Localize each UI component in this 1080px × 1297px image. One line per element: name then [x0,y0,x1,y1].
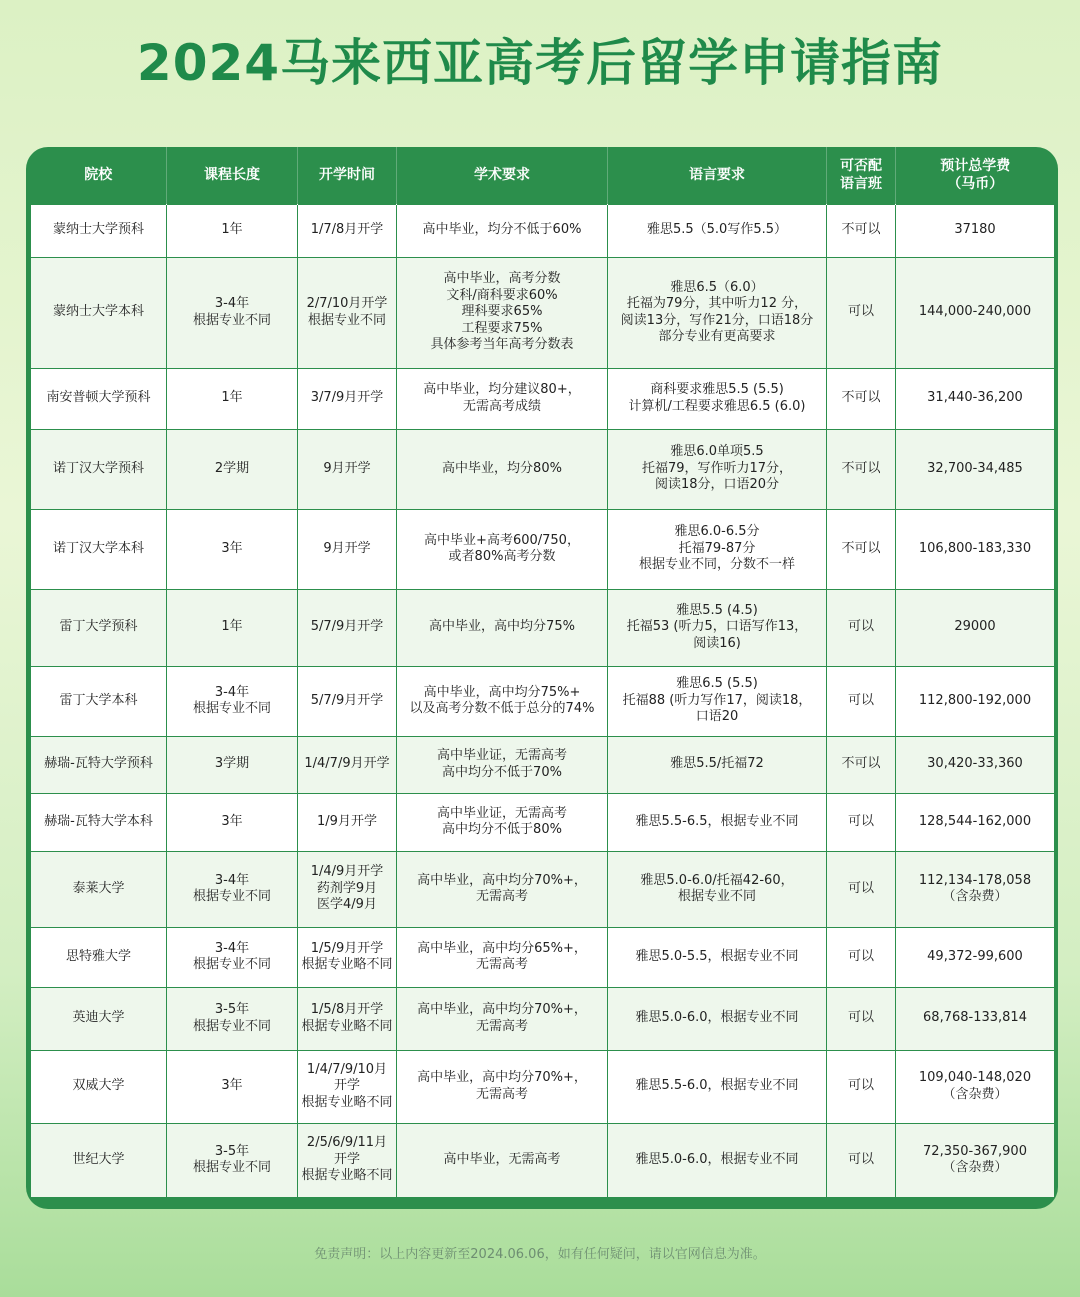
table-row [31,927,1055,987]
cell-intake: 1/4/7/9/10月 开学 根据专业略不同 [298,1050,397,1123]
cell-tuition: 29000 [896,589,1055,666]
cell-language-class: 不可以 [827,736,896,793]
cell-duration: 1年 [167,204,298,257]
cell-duration: 1年 [167,589,298,666]
cell-tuition: 106,800-183,330 [896,509,1055,589]
cell-academic-requirement: 高中毕业，高中均分75% [397,589,608,666]
cell-language-requirement: 雅思5.5 (4.5) 托福53 (听力5，口语写作13， 阅读16) [608,589,827,666]
cell-intake: 1/4/9月开学 药剂学9月 医学4/9月 [298,851,397,927]
cell-duration: 3-4年 根据专业不同 [167,927,298,987]
cell-language-requirement: 商科要求雅思5.5 (5.5) 计算机/工程要求雅思6.5 (6.0) [608,368,827,429]
cell-tuition: 112,800-192,000 [896,666,1055,736]
header-language-requirement: 语言要求 [608,147,827,204]
cell-school: 赫瑞-瓦特大学本科 [31,793,167,851]
cell-tuition: 112,134-178,058 （含杂费） [896,851,1055,927]
cell-duration: 3-4年 根据专业不同 [167,257,298,368]
cell-language-requirement: 雅思5.5/托福72 [608,736,827,793]
cell-tuition: 72,350-367,900 （含杂费） [896,1123,1055,1197]
cell-intake: 1/5/8月开学 根据专业略不同 [298,987,397,1050]
guide-table-card [26,147,1058,1209]
cell-language-requirement: 雅思6.0单项5.5 托福79，写作听力17分， 阅读18分，口语20分 [608,429,827,509]
cell-academic-requirement: 高中毕业，均分80% [397,429,608,509]
cell-academic-requirement: 高中毕业证，无需高考 高中均分不低于70% [397,736,608,793]
cell-academic-requirement: 高中毕业，均分建议80+， 无需高考成绩 [397,368,608,429]
cell-academic-requirement: 高中毕业，高中均分70%+， 无需高考 [397,987,608,1050]
table-body [31,204,1055,1197]
cell-duration: 3-4年 根据专业不同 [167,851,298,927]
cell-intake: 3/7/9月开学 [298,368,397,429]
cell-intake: 2/5/6/9/11月 开学 根据专业略不同 [298,1123,397,1197]
table-row [31,429,1055,509]
cell-tuition: 68,768-133,814 [896,987,1055,1050]
table-row [31,1123,1055,1197]
cell-school: 诺丁汉大学本科 [31,509,167,589]
table-row [31,204,1055,257]
cell-tuition: 144,000-240,000 [896,257,1055,368]
cell-intake: 1/9月开学 [298,793,397,851]
cell-intake: 1/7/8月开学 [298,204,397,257]
cell-duration: 3年 [167,1050,298,1123]
disclaimer-footer: 免责声明：以上内容更新至2024.06.06，如有任何疑问，请以官网信息为准。 [314,1247,766,1262]
table-row [31,589,1055,666]
cell-intake: 9月开学 [298,429,397,509]
cell-intake: 9月开学 [298,509,397,589]
cell-tuition: 32,700-34,485 [896,429,1055,509]
table-row [31,987,1055,1050]
cell-academic-requirement: 高中毕业，高中均分65%+， 无需高考 [397,927,608,987]
cell-school: 英迪大学 [31,987,167,1050]
cell-academic-requirement: 高中毕业证，无需高考 高中均分不低于80% [397,793,608,851]
cell-language-class: 可以 [827,927,896,987]
cell-school: 世纪大学 [31,1123,167,1197]
cell-academic-requirement: 高中毕业，高中均分75%+ 以及高考分数不低于总分的74% [397,666,608,736]
cell-language-requirement: 雅思5.0-6.0，根据专业不同 [608,1123,827,1197]
cell-school: 泰莱大学 [31,851,167,927]
cell-language-requirement: 雅思5.5（5.0写作5.5） [608,204,827,257]
cell-duration: 3学期 [167,736,298,793]
cell-language-requirement: 雅思6.5 (5.5) 托福88 (听力写作17，阅读18， 口语20 [608,666,827,736]
cell-academic-requirement: 高中毕业，均分不低于60% [397,204,608,257]
header-duration: 课程长度 [167,147,298,204]
cell-academic-requirement: 高中毕业，高中均分70%+， 无需高考 [397,1050,608,1123]
cell-school: 南安普顿大学预科 [31,368,167,429]
cell-language-class: 不可以 [827,204,896,257]
cell-intake: 5/7/9月开学 [298,589,397,666]
cell-language-class: 可以 [827,1123,896,1197]
cell-duration: 3-5年 根据专业不同 [167,987,298,1050]
table-row [31,666,1055,736]
cell-language-class: 可以 [827,851,896,927]
cell-tuition: 37180 [896,204,1055,257]
cell-language-class: 可以 [827,793,896,851]
cell-language-requirement: 雅思5.0-6.0/托福42-60， 根据专业不同 [608,851,827,927]
cell-language-class: 可以 [827,987,896,1050]
cell-language-requirement: 雅思6.5（6.0） 托福为79分，其中听力12 分， 阅读13分，写作21分，口语18分 部分专业有更高要求 [608,257,827,368]
cell-school: 雷丁大学本科 [31,666,167,736]
cell-tuition: 49,372-99,600 [896,927,1055,987]
cell-language-requirement: 雅思5.5-6.0，根据专业不同 [608,1050,827,1123]
table-row [31,509,1055,589]
cell-language-class: 可以 [827,1050,896,1123]
cell-language-requirement: 雅思5.0-5.5，根据专业不同 [608,927,827,987]
table-row [31,368,1055,429]
cell-school: 思特雅大学 [31,927,167,987]
cell-language-class: 可以 [827,589,896,666]
cell-tuition: 109,040-148,020 （含杂费） [896,1050,1055,1123]
cell-school: 雷丁大学预科 [31,589,167,666]
cell-duration: 3-5年 根据专业不同 [167,1123,298,1197]
cell-academic-requirement: 高中毕业+高考600/750， 或者80%高考分数 [397,509,608,589]
cell-intake: 1/5/9月开学 根据专业略不同 [298,927,397,987]
cell-duration: 3年 [167,793,298,851]
cell-language-requirement: 雅思5.0-6.0，根据专业不同 [608,987,827,1050]
cell-language-requirement: 雅思6.0-6.5分 托福79-87分 根据专业不同，分数不一样 [608,509,827,589]
cell-school: 赫瑞-瓦特大学预科 [31,736,167,793]
header-school: 院校 [84,167,113,184]
table-row [31,793,1055,851]
guide-table [30,147,1055,1198]
cell-language-class: 可以 [827,257,896,368]
header-intake: 开学时间 [298,147,397,204]
header-tuition: 预计总学费 （马币） [896,147,1055,204]
header-academic-requirement: 学术要求 [397,147,608,204]
table-row [31,1050,1055,1123]
cell-academic-requirement: 高中毕业，高考分数 文科/商科要求60% 理科要求65% 工程要求75% 具体参考当年高考分数表 [397,257,608,368]
table-header-row [31,147,1055,204]
cell-intake: 2/7/10月开学 根据专业不同 [298,257,397,368]
cell-academic-requirement: 高中毕业，无需高考 [397,1123,608,1197]
cell-school: 蒙纳士大学预科 [31,204,167,257]
cell-duration: 3-4年 根据专业不同 [167,666,298,736]
cell-intake: 1/4/7/9月开学 [298,736,397,793]
cell-language-class: 不可以 [827,509,896,589]
header-language-class: 可否配 语言班 [827,147,896,204]
cell-academic-requirement: 高中毕业，高中均分70%+， 无需高考 [397,851,608,927]
cell-language-requirement: 雅思5.5-6.5，根据专业不同 [608,793,827,851]
cell-intake: 5/7/9月开学 [298,666,397,736]
cell-language-class: 不可以 [827,368,896,429]
table-row [31,736,1055,793]
cell-duration: 2学期 [167,429,298,509]
cell-duration: 3年 [167,509,298,589]
cell-duration: 1年 [167,368,298,429]
cell-language-class: 不可以 [827,429,896,509]
cell-tuition: 31,440-36,200 [896,368,1055,429]
page-title: 2024马来西亚高考后留学申请指南 [136,34,944,92]
cell-school: 诺丁汉大学预科 [31,429,167,509]
table-row [31,851,1055,927]
table-row [31,257,1055,368]
cell-tuition: 128,544-162,000 [896,793,1055,851]
cell-school: 双威大学 [31,1050,167,1123]
cell-language-class: 可以 [827,666,896,736]
cell-school: 蒙纳士大学本科 [31,257,167,368]
cell-tuition: 30,420-33,360 [896,736,1055,793]
